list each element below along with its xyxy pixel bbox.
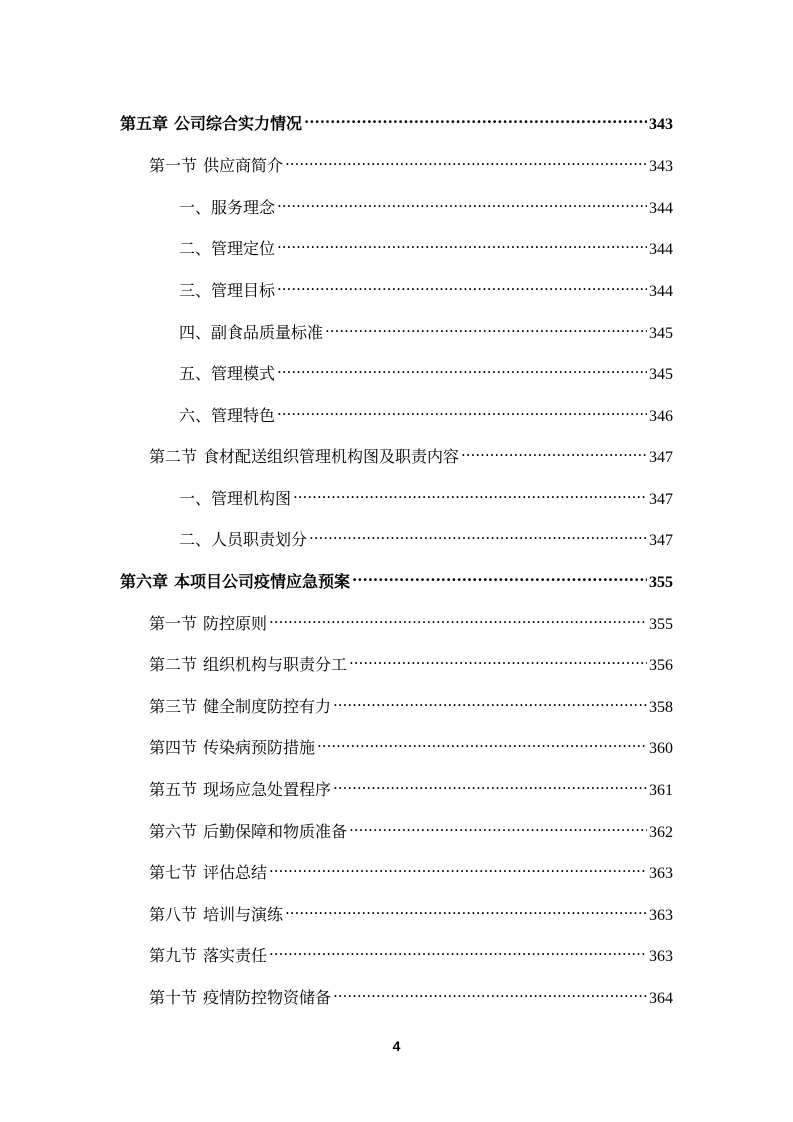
- toc-dot-leader: [461, 438, 647, 462]
- toc-dot-leader: [277, 397, 647, 421]
- toc-dot-leader: [325, 314, 647, 338]
- toc-entry-prefix: 第二节: [149, 447, 198, 466]
- toc-entry-title: [149, 820, 347, 844]
- toc-dot-leader: [304, 105, 647, 129]
- toc-entry-title: [149, 986, 331, 1010]
- toc-page-number: 343: [649, 116, 673, 133]
- toc-dot-leader: [349, 646, 647, 670]
- toc-dot-leader: [277, 355, 647, 379]
- toc-page-number: 363: [649, 865, 673, 882]
- toc-section[interactable]: [149, 896, 673, 924]
- toc-entry-prefix: 第五节: [149, 780, 198, 799]
- toc-entry-title: [149, 612, 267, 636]
- toc-page-number: 362: [649, 824, 673, 841]
- toc-entry-title: [149, 154, 283, 178]
- toc-subsection[interactable]: [179, 521, 673, 549]
- toc-page-number: 347: [649, 532, 673, 549]
- toc-entry-prefix: 第五章: [120, 114, 169, 133]
- toc-subsection[interactable]: [179, 230, 673, 258]
- toc-page-number: 363: [649, 948, 673, 965]
- toc-entry-text: 五、管理模式: [179, 364, 276, 383]
- toc-dot-leader: [285, 147, 647, 171]
- toc-entry-text: 食材配送组织管理机构图及职责内容: [203, 447, 460, 466]
- toc-chapter-6[interactable]: [120, 563, 673, 591]
- toc-subsection[interactable]: [179, 397, 673, 425]
- toc-entry-prefix: 第九节: [149, 946, 198, 965]
- toc-entry-text: 疫情防控物资储备: [203, 988, 332, 1007]
- toc-entry-text: 落实责任: [203, 946, 268, 965]
- toc-entry-text: 评估总结: [203, 863, 268, 882]
- toc-entry-title: [149, 736, 315, 760]
- toc-dot-leader: [349, 813, 647, 837]
- toc-dot-leader: [309, 521, 647, 545]
- toc-entry-prefix: 第八节: [149, 905, 198, 924]
- toc-page-number: 347: [649, 449, 673, 466]
- toc-entry-prefix: 第六章: [120, 572, 169, 591]
- toc-entry-text: 二、管理定位: [179, 239, 276, 258]
- toc-entry-title: [149, 861, 267, 885]
- toc-entry-text: 本项目公司疫情应急预案: [174, 572, 351, 591]
- toc-entry-text: 公司综合实力情况: [174, 114, 303, 133]
- toc-subsection[interactable]: [179, 480, 673, 508]
- toc-entry-prefix: 第七节: [149, 863, 198, 882]
- toc-chapter-5[interactable]: [120, 105, 673, 133]
- toc-entry-title: [149, 944, 267, 968]
- toc-page-number: 345: [649, 366, 673, 383]
- toc-entry-title: [149, 903, 283, 927]
- toc-entry-text: 六、管理特色: [179, 406, 276, 425]
- toc-page-number: 345: [649, 325, 673, 342]
- toc-dot-leader: [333, 979, 647, 1003]
- toc-page-number: 361: [649, 782, 673, 799]
- toc-page-number: 360: [649, 740, 673, 757]
- toc-entry-text: 组织机构与职责分工: [203, 655, 348, 674]
- toc-entry-title: [120, 570, 350, 594]
- toc-subsection[interactable]: [179, 314, 673, 342]
- toc-dot-leader: [333, 771, 647, 795]
- toc-dot-leader: [352, 563, 647, 587]
- toc-entry-prefix: 第六节: [149, 822, 198, 841]
- toc-dot-leader: [277, 189, 647, 213]
- toc-subsection[interactable]: [179, 189, 673, 217]
- toc-entry-prefix: 第四节: [149, 738, 198, 757]
- toc-entry-text: 培训与演练: [203, 905, 284, 924]
- toc-entry-text: 防控原则: [203, 614, 268, 633]
- toc-section[interactable]: [149, 147, 673, 175]
- toc-entry-text: 一、服务理念: [179, 198, 276, 217]
- toc-page-number: 363: [649, 907, 673, 924]
- toc-entry-title: [149, 445, 459, 469]
- toc-page-number: 355: [649, 616, 673, 633]
- toc-section[interactable]: [149, 646, 673, 674]
- toc-page-number: 343: [649, 158, 673, 175]
- toc-entry-text: 后勤保障和物质准备: [203, 822, 348, 841]
- toc-section[interactable]: [149, 688, 673, 716]
- toc-dot-leader: [293, 480, 647, 504]
- toc-entry-title: [149, 653, 347, 677]
- page-footer-number: 4: [392, 1038, 401, 1054]
- toc-dot-leader: [285, 896, 647, 920]
- toc-dot-leader: [277, 230, 647, 254]
- toc-entry-prefix: 第二节: [149, 655, 198, 674]
- toc-entry-prefix: 第十节: [149, 988, 198, 1007]
- toc-entry-title: [120, 112, 302, 136]
- toc-dot-leader: [317, 729, 647, 753]
- toc-section[interactable]: [149, 771, 673, 799]
- toc-entry-text: 二、人员职责划分: [179, 530, 308, 549]
- toc-section[interactable]: [149, 979, 673, 1007]
- toc-entry-text: 健全制度防控有力: [203, 697, 332, 716]
- toc-page-number: 347: [649, 491, 673, 508]
- toc-entry-text: 四、副食品质量标准: [179, 323, 324, 342]
- toc-entry-text: 现场应急处置程序: [203, 780, 332, 799]
- toc-entry-text: 一、管理机构图: [179, 489, 292, 508]
- toc-section[interactable]: [149, 729, 673, 757]
- toc-entry-text: 三、管理目标: [179, 281, 276, 300]
- toc-dot-leader: [269, 937, 647, 961]
- toc-page-number: 358: [649, 699, 673, 716]
- toc-section[interactable]: [149, 813, 673, 841]
- toc-section[interactable]: [149, 937, 673, 965]
- toc-entry-prefix: 第三节: [149, 697, 198, 716]
- toc-entry-text: 供应商简介: [203, 156, 284, 175]
- toc-section[interactable]: [149, 854, 673, 882]
- toc-entry-prefix: 第一节: [149, 614, 198, 633]
- toc-entry-title: [149, 695, 331, 719]
- toc-page-number: 344: [649, 283, 673, 300]
- toc-subsection[interactable]: [179, 272, 673, 300]
- toc-page-number: 344: [649, 241, 673, 258]
- toc-page-number: 344: [649, 200, 673, 217]
- toc-section[interactable]: [149, 605, 673, 633]
- toc-page-number: 364: [649, 990, 673, 1007]
- toc-dot-leader: [269, 605, 647, 629]
- toc-dot-leader: [333, 688, 647, 712]
- toc-page-number: 346: [649, 408, 673, 425]
- toc-entry-prefix: 第一节: [149, 156, 198, 175]
- toc-dot-leader: [269, 854, 647, 878]
- toc-section[interactable]: [149, 438, 673, 466]
- toc-page-number: 355: [649, 574, 673, 591]
- toc-subsection[interactable]: [179, 355, 673, 383]
- toc-entry-text: 传染病预防措施: [203, 738, 316, 757]
- toc-dot-leader: [277, 272, 647, 296]
- toc-page-number: 356: [649, 657, 673, 674]
- toc-entry-title: [149, 778, 331, 802]
